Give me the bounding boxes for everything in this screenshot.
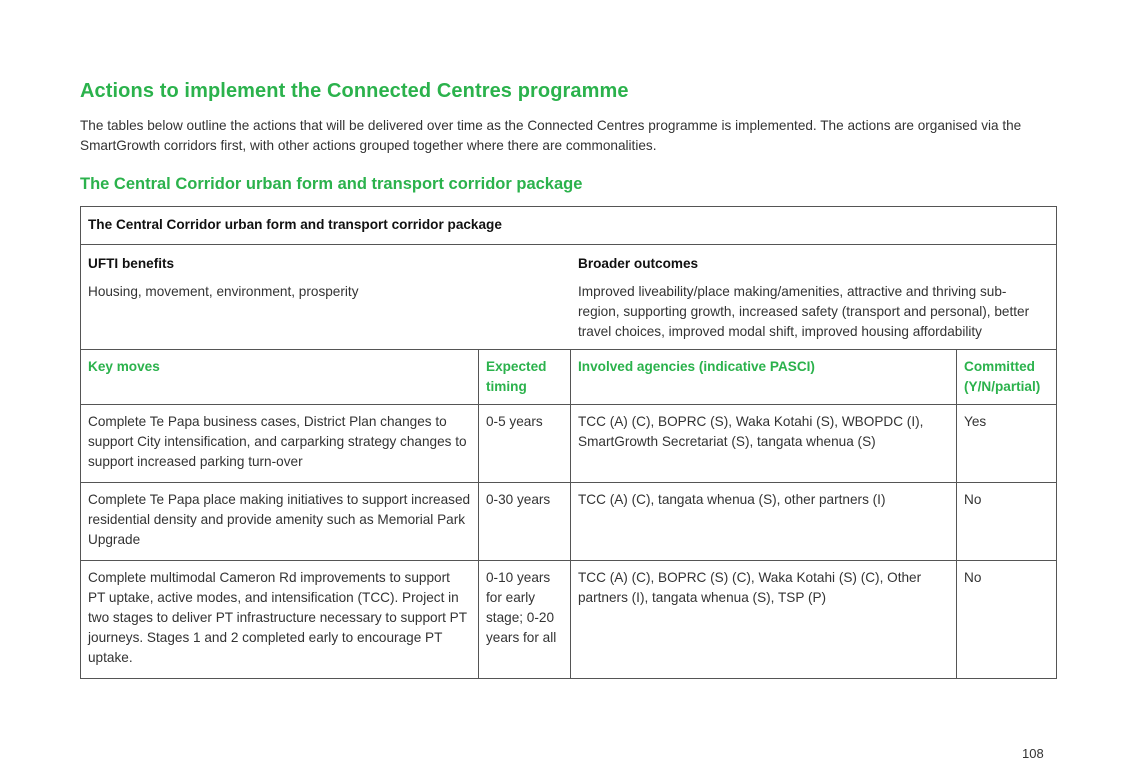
header-expected-timing: Expected timing (479, 350, 571, 405)
agencies-cell: TCC (A) (C), BOPRC (S) (C), Waka Kotahi (S) (C), Other partners (I), tangata whenua (S), TSP (P) (571, 561, 957, 679)
committed-cell: No (957, 561, 1057, 679)
intro-paragraph: The tables below outline the actions that will be delivered over time as the Connected Centres programme is implemented. The actions are organised via the SmartGrowth corridors first, with other actions grouped together where there are commonalities. (80, 118, 1022, 153)
agencies-cell: TCC (A) (C), BOPRC (S), Waka Kotahi (S), WBOPDC (I), SmartGrowth Secretariat (S), tangata whenua (S) (571, 405, 957, 483)
header-key-moves: Key moves (81, 350, 479, 405)
key-move-cell: Complete Te Papa business cases, District Plan changes to support City intensification, and carparking strategy changes to support increased parking turn-over (81, 405, 479, 483)
ufti-benefits-text: Housing, movement, environment, prosperity (88, 284, 359, 299)
table-row (81, 483, 1057, 561)
table-title: The Central Corridor urban form and transport corridor package (81, 207, 1057, 245)
header-committed: Committed (Y/N/partial) (957, 350, 1057, 405)
corridor-package-table (80, 206, 1057, 679)
table-row (81, 561, 1057, 679)
timing-cell: 0-10 years for early stage; 0-20 years for all (479, 561, 571, 679)
key-move-cell: Complete multimodal Cameron Rd improvements to support PT uptake, active modes, and intensification (TCC). Project in two stages to deliver PT infrastructure necessary to support PT journeys. Stages 1 and 2 completed early to encourage PT uptake. (81, 561, 479, 679)
committed-cell: No (957, 483, 1057, 561)
table-header-row (81, 350, 1057, 405)
section-subheading: The Central Corridor urban form and transport corridor package (80, 175, 583, 193)
page-number: 108 (1022, 746, 1044, 761)
page-heading: Actions to implement the Connected Centres programme (80, 80, 629, 102)
header-involved-agencies: Involved agencies (indicative PASCI) (571, 350, 957, 405)
broader-outcomes (578, 254, 1049, 342)
ufti-benefits (88, 254, 578, 342)
benefits-outcomes-cell (81, 245, 1057, 350)
table-row (81, 405, 1057, 483)
timing-cell: 0-30 years (479, 483, 571, 561)
broader-outcomes-label: Broader outcomes (578, 256, 699, 271)
key-move-cell: Complete Te Papa place making initiatives to support increased residential density and provide amenity such as Memorial Park Upgrade (81, 483, 479, 561)
agencies-cell: TCC (A) (C), tangata whenua (S), other partners (I) (571, 483, 957, 561)
committed-cell: Yes (957, 405, 1057, 483)
ufti-benefits-label: UFTI benefits (88, 256, 175, 271)
broader-outcomes-text: Improved liveability/place making/amenities, attractive and thriving sub-region, supporting growth, increased safety (transport and personal), better travel choices, improved modal shift, improved housing affordability (578, 284, 1030, 339)
timing-cell: 0-5 years (479, 405, 571, 483)
